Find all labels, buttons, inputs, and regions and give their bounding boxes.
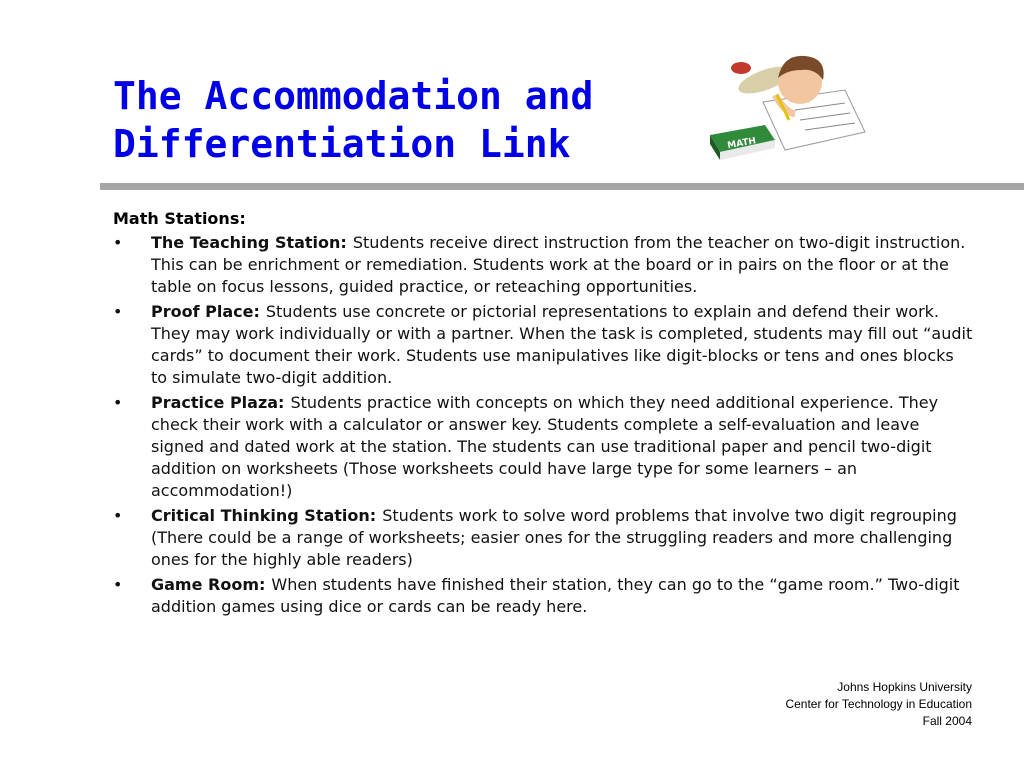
station-label: Critical Thinking Station: [151, 506, 377, 525]
station-list [113, 232, 973, 618]
slide-title-line-2: Differentiation Link [113, 122, 571, 166]
station-label: Proof Place: [151, 302, 260, 321]
bullet: • [113, 575, 123, 594]
list-item [113, 301, 973, 389]
bullet: • [113, 233, 123, 252]
section-heading: Math Stations: [113, 209, 246, 228]
title-divider [100, 183, 1024, 190]
slide-title [113, 72, 673, 168]
station-label: Practice Plaza: [151, 393, 285, 412]
math-book-label: MATH [726, 136, 757, 152]
station-description: When students have finished their station, they can go to the “game room.” Two-digit addition games using dice or cards can be ready here. [151, 575, 960, 616]
station-label: Game Room: [151, 575, 266, 594]
footer-credits [672, 679, 972, 730]
station-description: Students receive direct instruction from the teacher on two-digit instruction. This can be enrichment or remediation. Students work at the board or in pairs on the floor or at the table on focus lessons, guided practice, or reteaching opportunities. [151, 233, 966, 296]
footer-line-center: Center for Technology in Education [785, 697, 972, 711]
list-item [113, 232, 973, 298]
slide-title-line-1: The Accommodation and [113, 74, 594, 118]
station-label: The Teaching Station: [151, 233, 347, 252]
student-math-clipart [705, 40, 875, 170]
list-item [113, 574, 973, 618]
footer-line-university: Johns Hopkins University [837, 680, 972, 694]
footer-line-date: Fall 2004 [922, 714, 972, 728]
list-item [113, 392, 973, 502]
station-description: Students use concrete or pictorial representations to explain and defend their work. They may work individually or with a partner. When the task is completed, students may fill out “audit cards” to document their work. Students use manipulatives like digit-blocks or tens and ones blocks to simulate two-digit addition. [151, 302, 973, 387]
station-description: Students work to solve word problems that involve two digit regrouping (There could be a range of worksheets; easier ones for the struggling readers and more challenging ones for the highly able readers) [151, 506, 957, 569]
station-description: Students practice with concepts on which they need additional experience. They check their work with a calculator or answer key. Students complete a self-evaluation and leave signed and dated work at the station. The students can use traditional paper and pencil two-digit addition on worksheets (Those worksheets could have large type for some learners – an accommodation!) [151, 393, 939, 500]
slide-body [113, 208, 973, 621]
bullet: • [113, 302, 123, 321]
bullet: • [113, 393, 123, 412]
bullet: • [113, 506, 123, 525]
list-item [113, 505, 973, 571]
